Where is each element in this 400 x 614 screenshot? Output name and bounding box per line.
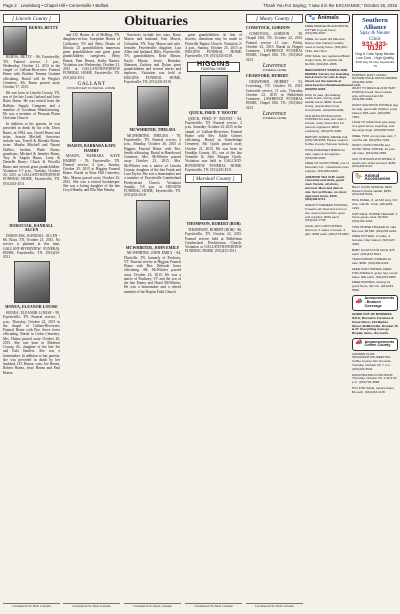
mcwhirter2-photo (136, 200, 170, 244)
classified-column-2 (352, 12, 398, 397)
classified-ad: WANT TO RESCUE AND TEST PURPLE breed. Grey mature wise with wood and 4ft. (931)389-1066. (352, 85, 396, 102)
classified-ad: FOR SALE: HORSE TRAILER, 2 horse goose neck, $2,500. (931)433-1294. (352, 211, 398, 224)
classified-ad: OLD ENGLISH BULLDOG PUPPIES for sale, two male 1 female, ready November 1st, parents registered. $800. Lewisburg. (931)270-4406. (305, 113, 347, 133)
classified-ad: FREE KITTENS, 2 males, 3 females, litter trained. (931)227-4033. (352, 234, 396, 247)
dorociak-photo (18, 188, 46, 222)
logo-name: GALLANT (77, 80, 106, 87)
southern-alliance-ad (352, 14, 398, 72)
obituary-text: great grandchildren. In lieu of flowers, donations may be made to Flintville Baptist Church. Visitation 2-4 p.m., Sunday, October 25, 2015 at HIGGINS FUNERAL HOME, Fayetteville, TN. (931)433-4518. (185, 33, 242, 59)
burns-entry (3, 26, 60, 55)
obituary-text: QUICK, FRED 'F' 'BOOTH' - 84, Fayetteville, TN. Funeral service, 2 p.m., Saturday, October 24, 2015 in the chapel of Gallant-Riverview Funeral Home with Rev. Eddie Grimes officiating. Burial in Stonebridge Cemetery. Mr. Quick passed away October 21, 2015. He was born in Franklin County, AL, son of the late Vennelle & Julie Morgan Quick. Visitation was held at GALLANT-RIVERVIEW FUNERAL HOME, Fayetteville, TN. (931)433-4511. (185, 116, 242, 172)
continued-note: Continued On Next Column (124, 603, 181, 608)
quick-photo (200, 75, 228, 109)
paw-icon: 🐾 (308, 14, 316, 21)
megaphone-icon: 📣 (355, 299, 363, 306)
obituary-text: DOROCIAK, RANDALL ALLEN - 66, Elora, TN, October 21, 2015. No service is planned at this time. GALLANT-RIVERVIEW FUNERAL HOME, Fayetteville, TN. (931)433-4511. (3, 233, 60, 259)
classified-ad: HOG PANEL, 6, all 16ft long, 3/4 wire. Call Mr. Cook. (931)433-1294. (352, 198, 397, 210)
higgins-logo (187, 62, 240, 73)
obituary-name: QUICK, FRED 'F 'BOOTH' (189, 110, 238, 115)
obituary-text: MCWHIRTER, THELMA - 78, Fayetteville, TN. Funeral service, 2 p.m., Monday, October 26, 2015 at Higgins Funeral Home with Rev. Smith officiating. Burial in Hazelwood Cemetery. Mrs. McWhirter passed away October 23, 2015. Mrs. McWhirter was a native of Lincoln County, daughter of the late Frank and Lara Taylor. She was a homemaker and a member of Fayetteville Cumberland Presbyterian Church. Visitation Sunday, 5-8 p.m. at HIGGINS FUNERAL HOME, Fayetteville, TN. (931)433-4518. (124, 133, 181, 198)
obituary-text: and J.D. Honea, Jr. of McBurg, TN, daughters-in-law, Josephine Honea of Coldwater, TN and Betty Honea of Illinois; 23 grandchildren, numerous great grandchildren and great great grandchildren; caregivers, Betty Honea, Pam Honea, Kathy Barnes. Visitation was Wednesday, October 21, 2015 at GALLANT-RIVERVIEW FUNERAL HOME, Fayetteville, TN. (931)433-4511. (63, 33, 120, 80)
ad-line: Low Cost - High Quality (356, 55, 394, 60)
mcwhirter-photo (137, 86, 169, 126)
obit-column-2 (63, 33, 120, 610)
classified-ad: REPORT ANIMAL ABUSE Call (931)728-9355. Please support Coffee County Humane Society. (305, 134, 349, 147)
obituary-text: BURNS, BETTY - 86, Fayetteville, TN, Funeral service, 1 p.m., Wednesday, October 21, 2015 in the chapel of Gallant-Riverview Funeral Home with Brother Tommy Graham officiating. Burial will be Wright's Cemetery. Mr. Burns passed away October 17, 2015. (3, 55, 60, 89)
obituary-text: HONEA, ELEANOR LOUISE - 99, Fayetteville, TN. Funeral service, 1 p.m., Thursday, October 22, 2015 in the chapel of Gallant-Riverview Funeral Home with Bro. Steve Jones officiating. Burial in Cedar Cemetery. Mrs. Honea passed away October 20, 2015. She was born in Madison County, AL, daughter of the late Joe and Eula Sanders. She was a homemaker. In addition to her parents, she was preceded in death by her husband, J.D. Honea; sons, Joe Honea, Robert Honea, Jesse Honea and Paul Honea. (3, 311, 60, 375)
obituary-text: COMSTOCK, GORDON - 90, Chapel Hill, TN. October 22, 2015. Funeral service 11 a.m., Friday, October 23, 2015. Burial in Hopper Cemetery. LAWRENCE FUNERAL HOME, Chapel Hill, TN. (931)364-2231. (246, 32, 303, 62)
category-animals (305, 14, 350, 23)
lawrence-logo (246, 112, 303, 121)
classified-ad: FEED FOR HORSES, FEED FOR ANIMALS, grass hay, round bales. $40 each. (931)703-6655. (352, 267, 398, 279)
logo-sub: FUNERAL HOME (262, 116, 287, 120)
classified-ad: JABAPOO TEA CUP, small, chocolate and white, great med. friends, all shots, wormed. Mom and dad on site. Vet certificate, no shed, approved home, $100. (931)492-6711. (305, 174, 347, 202)
page-number: Page 2 (3, 2, 17, 8)
obit-column-3 (124, 33, 181, 610)
classified-ad: HAVE PARAKEET BIRDS for sale, cages & all supplies. (931)698-2993. (305, 147, 346, 160)
classified-ad: WANT: MALTIPOO POODLE dog for sale, good with children, potty trained, $25 each. (931)359-7843. (352, 103, 398, 119)
classified-ad: BEECHCROFT STABLE AND KENNEL Carries our boarding bed & home for cats & dogs. Check out the website at www.beechcroftstableandkennel.com. (931)857-9981. (305, 67, 362, 91)
logo-name: Lawrence (262, 62, 287, 69)
ad-address: 4000 Hwy 64 Hwy Fayetteville TN (355, 60, 395, 68)
obituary-text: In addition to his parents, he was preceded in death by his wife, Doris Burns, in 1984, son, Gerald Burns and sister, Juanita Mitchell. Survivors include son, Terrell & Rhonda Burns; sister, Martha Mitchell and Naomi DuPuis; brother, Wade Burns; grandsons, Michael & Jennifer Burns, Troy & Angela Burns, Larry & Danielle Burns; Chuck & Priscilla Burns and several great grandchildren. Visitation 3-7 p.m., Tuesday, October 20, 2015 at GALLANT-RIVERVIEW FUNERAL HOME, Fayetteville, TN. (931)433-4511. (3, 122, 60, 186)
classified-ad: GREAT PYRENEES PUPPIES, 5 weeks old. Dad and mom on site, wormed and shots, gear and supplies. $150 each. (931)224-7705. (305, 203, 349, 223)
classified-column-1 (305, 12, 362, 239)
classified-ad: GOING OUT OF BUSINESS SALE, Bennett's Furniture & Home Décor, 103 Market Street, McMinnville, October 26 & 27. Everything must go. Display items, discounts. (352, 312, 398, 336)
obituary-name: THOMPSON, ROBERT (BOB) (186, 221, 241, 227)
classified-ad: FREE, TWO young male cats, 7 months old. (931)561-7033. (352, 133, 396, 142)
lawrence-logo (246, 64, 303, 73)
classified-ad: BILLY COOK SADDLE, $100. Western brand saddle, $350. (931)433-5044. (352, 184, 393, 197)
publications: Lewisburg • Chapel Hill • Cornersville • Belfast (20, 2, 109, 8)
continued-note: Continued On Next Column (246, 603, 303, 608)
logo-sub: FUNERAL HOME (262, 68, 287, 72)
logo-name: Lawrence (262, 110, 287, 117)
classified-ad: HAY FOR SALE, square bales, $4 each. (931)433-1130. (352, 385, 395, 394)
classified-ad: FREE, six week old Siamese kittens, litter trained, healthy, need to loving home. (931)361-7194, after 5pm. (305, 37, 348, 53)
megaphone-icon: 📣 (355, 340, 363, 347)
obit-column-1 (3, 12, 60, 610)
obituary-name: DOROCIAK, RANDALL ALLEN (9, 222, 54, 232)
category-animal-accessories (352, 171, 398, 184)
classified-ad: SALE: AKC LAB PUPPIES, Wormed. 2 males in house, 2 girls. $300 each. (931)773-0301. (305, 224, 350, 236)
category-label: Announcements Coffee County (364, 339, 395, 348)
logo-name: HIGGINS (196, 60, 231, 68)
obituary-text: MCWHIRTER, JOHN EMILY - 84, Flintville, TN, formerly of Poultney, VT. Funeral service at Higgins Funeral Home with Rev. Deborah Jones officiating. Mr. McWhirter passed away October 23, 2015. He was a native of Poultney, VT and the son of the late Emery and Hazel McWhirter. He was a homemaker and a retired member of the Baptist Faith Church. (124, 251, 181, 294)
obituary-text: He was born in Lincoln County, TN, son of the late Louis Garland and Josie Bates Burns. He was retired from the Ballistic Supply Company and a member of Goodman Manufacturing. He was a member of Pleasant Plains Christian Church. (3, 90, 60, 121)
obituary-name: CRAWFORD, HUBERT (246, 73, 289, 79)
horse-icon: 🐎 (355, 173, 363, 180)
tagline: Thank You For Saying, "I saw it in the EXCHANGE," October 26, 2015 (263, 2, 397, 8)
classified-ad: PUPPIES: EASY GOING NATURE MALE TEXAS FERRIE. (931)452-2200. (352, 72, 398, 85)
classified-ad: FOR SALE, two registered Black Angus bulls, 18 months old. $1,800. (931)361-2666. (305, 54, 350, 66)
mason-photo (72, 92, 112, 142)
honea-photo (14, 261, 50, 303)
classified-ad: TWO HORSE TRAILER for sale, like new, $3,500. (931)205-2244. (352, 224, 398, 233)
category-label: Animals (317, 14, 339, 21)
obituary-text: MASON, BARBARA KAYE HAMBY - 76, Fayetteville, TN. Funeral service, 2 p.m., Sunday, October 25, 2015 at Higgins Funeral Home. Burial in Rose Hill Cemetery. Mrs. Mason passed away October 23, 2015. She was a retired bookkeeper. She was a loving daughter of the late Lloyd Hamby and Ella Mae Hamby. (63, 154, 120, 193)
obituary-name: BURNS, BETTY (29, 25, 59, 31)
classified-ad: BABY GOATS FOR SALE, $75 each. (931)433-5044. (352, 247, 395, 256)
burns-photo (3, 26, 27, 55)
continued-note: Continued On Next Column (185, 603, 242, 608)
county-heading: [ Lincoln County ] (3, 14, 60, 23)
classified-ad: FREE PUPPIES, looking for good home, lab mix. (931)224-5528. (352, 280, 395, 293)
page-header (0, 0, 400, 11)
obit-column-4 (185, 33, 242, 610)
obituary-name: MCWHIRTER, JOHN EMILY (125, 244, 180, 250)
category-announcements (352, 295, 398, 311)
county-heading: [ Maury County ] (246, 14, 303, 23)
county-heading: [ Marshall County ] (185, 174, 242, 183)
obit-column-5 (246, 12, 303, 610)
classified-ad: DOG for sale, girl-walking, totally broke, loving, great saddle horse, $800. Needs loving, responsible home. Cornersville. (931)293-2900. (305, 92, 345, 112)
category-coffee-county (352, 338, 398, 351)
logo-sub: FUNERAL HOME (200, 66, 227, 71)
obituaries-title: Obituaries (70, 14, 242, 32)
obituary-name: COMSTOCK, GORDON (246, 25, 290, 31)
gallant-logo (63, 82, 120, 91)
category-label: Animal Accessories (364, 172, 391, 182)
ad-subtitle: Spay & Neuter Clinic (360, 31, 390, 42)
obituary-text: Survivors include her sons, Barry Mason and husband, Ken Morris, Columbia, TN; Tony Mason and wife, Jennifer, Fayetteville; daughter, Lisa Allen and husband, Billy, Fayetteville, TN; grandchildren, Keke Mason, Kayla Mason, Jessie, Brandon, Shannon, Zachary and Dylan; great grandchildren and several nieces and nephews. Visitation was held at HIGGINS FUNERAL HOME, Fayetteville, TN. (931)433-4518. (124, 33, 181, 84)
classified-ad: AKC CHIHUAHUA PUPPIES, 8 weeks old, shots wormed. $150. (931)433-9121. (352, 156, 397, 169)
ad-line: Dog & Cats Spay Neuter (355, 51, 395, 56)
obituary-text: THOMPSON, ROBERT (BOB) - 86, Fayetteville, TN. October 22, 2015. Funeral service held at Bethlehem Cumberland Presbyterian Church. Visitation at GALLANT-RIVERVIEW FUNERAL HOME. (931)433-4511. (185, 228, 242, 254)
classified-ad: GARDEN CLUB ORGANIZATION MEETING, Coffee County Fair Grounds, Tuesday, October 29, 7 p.m. (931)224-5544. (352, 351, 392, 371)
classified-ad: WANT, COON HOUND and GOOD TRAIL HORSE, 12 year old mare. (931)434-3999. (352, 143, 395, 155)
obituary-name: HONEA, ELEANOR LOUISE (5, 304, 58, 310)
classified-ad: FREE FEMALE BLACK/WHITE KITTEN to good home. (931)359-3007. (305, 23, 349, 36)
continued-note: Continued On Next Column (63, 603, 120, 608)
ad-phone: 931-433-0120 (361, 41, 389, 52)
classified-ad: LOVE TO GIVE Must give away to a good home, boarding, and two large dogs. (931)638-5010. (352, 120, 396, 132)
burns-header (29, 26, 60, 32)
classified-ad: TEAM ROPING STEERS for sale, $850. (931)484-6322. (352, 257, 392, 266)
category-label: Announcements - Booked Coverage (364, 296, 395, 308)
continued-note: Continued On Next Column (3, 603, 60, 608)
classified-ad: MANCHESTER FOOD BANK, Thursday, October 29, 1:30-3:30 p.m. (931)723-4566. (352, 372, 397, 385)
logo-sub: RIVERVIEW FUNERAL HOME (67, 86, 116, 90)
obituary-text: CRAWFORD, HUBERT - 91, Lewisburg, TN. October 19, 2015. Graveside service, 11 a.m., Thursday, October 22, 2015 in Bethlehem Cemetery. LAWRENCE FUNERAL HOME, Chapel Hill, TN. (931)364-2231. (246, 80, 303, 110)
obituary-name: MASON, BARBARA KAYE HAMBY (67, 143, 116, 153)
thompson-photo (200, 186, 228, 220)
obituary-name: MCWHIRTER, THELMA (129, 127, 176, 132)
classified-ad: FREE TO GOOD HOME, mix of Mountain Cur - Catahoula cross puppies. (931)259-6429. (305, 161, 349, 173)
ad-title: Southern Alliance (362, 17, 388, 31)
